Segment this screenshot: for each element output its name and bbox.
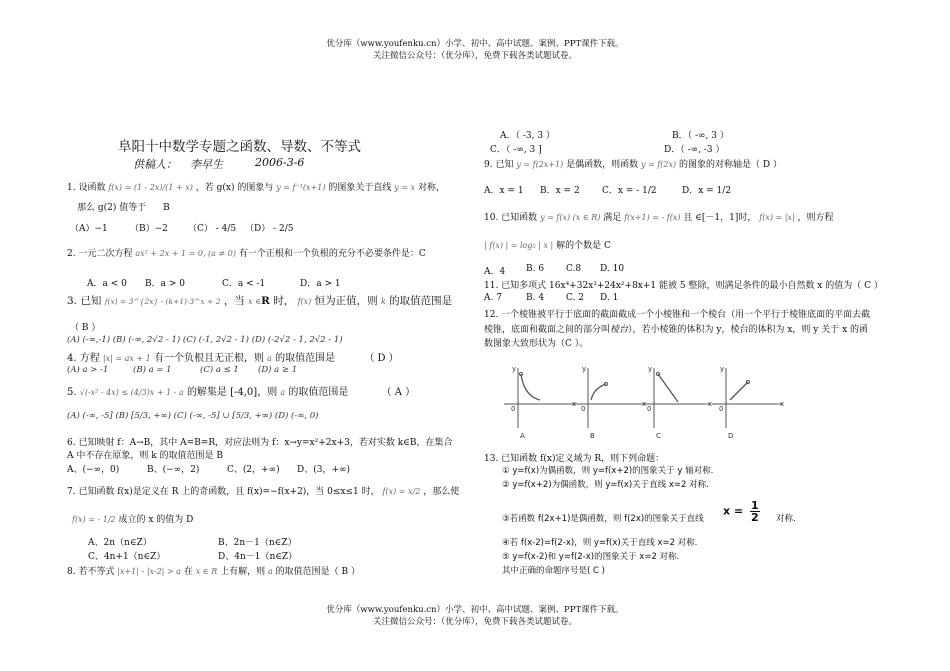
q10b-formula: | f(x) | = log₅ | x |: [484, 241, 554, 250]
q8-x: x ∈ R: [195, 567, 218, 576]
q2-option-d: D．a > 1: [300, 279, 341, 289]
q7-option-b: B、2n－1（n∈Z）: [218, 538, 297, 548]
graph-a-curve: [521, 374, 540, 400]
q8-option-d: D．（ -∞, -3 ）: [664, 145, 725, 155]
q5-a: a: [280, 388, 286, 397]
q11-option-c: C. 2: [566, 293, 585, 303]
q1b-answer: B: [163, 203, 170, 213]
graph-c-origin: 0: [647, 405, 652, 413]
q10-line-b: [484, 238, 611, 251]
header-line-2: 关注微信公众号：（优分库），免费下载各类试题试卷。: [372, 51, 577, 61]
q6-line-a: 6. 已知映射 f：A→B，其中 A=B=R，对应法则为 f：x→y=x²+2x+3，若对实数 k∈B，在集合: [67, 438, 453, 448]
q12-text-b: 棱锥，底面和截面之间的部分叫: [484, 325, 611, 335]
q13-prop-3: ③若函数 f(2x+1)是偶函数，则 f(2x)的图象关于直线: [502, 514, 704, 524]
q10-option-c: C.8: [566, 264, 582, 274]
q4-text-d: 的取值范围是: [275, 353, 336, 364]
q3-text-c: 时，: [273, 295, 295, 307]
q13-prop-3-fraction: [723, 500, 760, 523]
header-line-1: 优分库（www.youfenku.cn）小学、初中、高中试题、案例、PPT课件下载。: [326, 39, 624, 49]
q3-x: x ∈: [248, 297, 262, 306]
q9-line: [484, 157, 782, 170]
q13-prop-5: ⑤ y=f(x-2)和 y=f(2-x)的图象关于 x=2 对称.: [502, 552, 680, 562]
q7-option-d: D、4n－1（n∈Z）: [218, 552, 298, 562]
q1-line: [67, 180, 445, 193]
footer-line-1: 优分库（www.youfenku.cn）小学、初中、高中试题、案例、PPT课件下载。: [326, 605, 624, 615]
q3-line: [67, 293, 452, 308]
q2-option-a: A．a < 0: [87, 279, 127, 289]
q10-option-b: B. 6: [526, 264, 545, 274]
q10-option-a: A．4: [484, 267, 506, 277]
q7-line-b: [72, 512, 193, 525]
q10-text-d: ∈[－1，1]时，: [695, 213, 757, 223]
q13-answer: 其中正确的命题序号是( C ): [502, 566, 605, 576]
q1-text-a: 1. 设函数: [67, 183, 106, 193]
q6-line-b: A 中不存在原象，则 k 的取值范围是 B: [67, 451, 224, 461]
q2-line: [67, 246, 426, 259]
q3-answer: （ B ）: [70, 323, 101, 333]
q4-formula: |x| = ax + 1: [102, 354, 151, 363]
q12-term: 棱台: [610, 325, 629, 335]
graph-c-y-label: y: [648, 365, 653, 373]
q5-text-d: 的取值范围是: [288, 387, 349, 398]
q9-text-c: 的图象的对称轴是（ D ）: [679, 160, 782, 170]
q12-line-c: 数图象大致形状为（C ）。: [484, 339, 589, 349]
q2-text-a: 2. 一元二次方程: [67, 249, 133, 259]
q1-text-e: 对称，: [417, 183, 445, 193]
q8-formula: |x+1| - |x-2| > a: [117, 567, 181, 576]
q8-option-b: B．（ -∞, 3 ）: [672, 131, 729, 141]
q4-a: a: [267, 354, 272, 363]
graph-b-origin: 0: [581, 405, 586, 413]
q7-formula: f(x) = x/2: [382, 487, 421, 496]
q7-option-a: A、2n（n∈Z）: [88, 538, 152, 548]
q9-option-b: B．x = 2: [540, 186, 580, 196]
q13-title: 13. 已知函数 f(x)定义域为 R，则下列命题：: [484, 454, 665, 464]
q7-text-b: ，那么使: [423, 487, 460, 497]
q1-option-d: （D） - 2/5: [245, 224, 294, 234]
q1-text-c: 的图象关于直线: [328, 183, 392, 193]
q3-text-b: ，当: [223, 295, 245, 307]
q7-option-c: C、4n+1（n∈Z）: [88, 552, 166, 562]
q3-fx: f(x): [297, 297, 312, 306]
q5-options: (A) (-∞, -5] (B) [5/3, +∞) (C) (-∞, -5] ∪ [5/3, +∞) (D) (-∞, 0): [67, 411, 319, 421]
q8-option-c: C．（ -∞, 3 ]: [490, 145, 542, 155]
footer-line-2: 关注微信公众号：（优分库），免费下载各类试题试卷。: [372, 617, 577, 627]
q10-text-c: 且: [683, 213, 693, 223]
q8-a: a: [268, 567, 273, 576]
q4-text-a: 4. 方程: [67, 353, 100, 364]
q12-text-d: ），若小棱锥的体积为 y，棱台的体积为 x，则 y 关于 x 的函: [628, 325, 869, 335]
graph-b-curve: [591, 384, 606, 400]
q10-text-e: ，则方程: [797, 213, 834, 223]
q9-formula-1: y = f(2x+1): [516, 160, 564, 169]
q4-option-b: (B) a = 1: [133, 365, 172, 375]
q10-text-b: 满足: [603, 213, 622, 223]
q13-fraction-x: x =: [723, 504, 744, 518]
q7-line: [67, 484, 459, 497]
author-name: 李早生: [190, 158, 223, 171]
graph-b-y-label: y: [582, 365, 587, 373]
q2-formula: ax² + 2x + 1 = 0, (a ≠ 0): [135, 249, 236, 258]
q9-option-a: A．x = 1: [484, 186, 524, 196]
graph-d-y-label: y: [720, 365, 725, 373]
q2-option-b: B．a > 0: [145, 279, 185, 289]
q4-answer: （ D ）: [364, 353, 399, 364]
q10-option-d: D. 10: [600, 264, 625, 274]
q10-formula-2: f(x+1) = - f(x): [624, 213, 681, 222]
q1-option-c: （C） - 4/5: [188, 224, 237, 234]
graph-d-origin: 0: [719, 405, 724, 413]
q12-line-b: [484, 322, 868, 335]
q2-option-c: C．a < -1: [222, 279, 266, 289]
q1-text-b: ，若 g(x) 的图象与: [195, 183, 274, 193]
q5-formula: √(-x² - 4x) ≤ (4/3)x + 1 - a: [79, 388, 184, 397]
q6-option-c: C、(2，+∞): [227, 465, 280, 475]
q13-prop-4: ④若 f(x-2)=f(2-x)，则 y=f(x)关于直线 x=2 对称.: [502, 538, 698, 548]
date: 2006-3-6: [255, 156, 305, 169]
q3-text-e: 的取值范围是: [389, 295, 453, 307]
q3-k: k: [380, 297, 386, 306]
q1-formula-f: f(x) = (1 - 2x)/(1 + x): [108, 183, 193, 192]
q2-text-b: 有一个正根和一个负根的充分不必要条件是：C: [238, 249, 426, 259]
q5-answer: （ A ）: [381, 387, 416, 398]
q3-options: (A) (-∞,-1) (B) (-∞, 2√2 - 1) (C) (-1, 2√2 - 1) (D) (-2√2 - 1, 2√2 - 1): [67, 335, 343, 345]
q11-option-a: A. 7: [484, 293, 502, 303]
q11-line: 11. 已知多项式 16x⁴+32x³+24x²+8x+1 能被 5 整除，则满足条件的最小自然数 x 的值为（ C ）: [484, 281, 883, 291]
q8-text-a: 8. 若不等式: [67, 567, 115, 577]
graph-c-line: [658, 374, 678, 402]
q7b-formula: f(x) = - 1/2: [72, 515, 116, 524]
q10-formula-3: f(x) = |x|: [759, 213, 795, 222]
graph-a-origin: 0: [511, 405, 516, 413]
q6-option-a: A、(−∞，0): [67, 465, 120, 475]
q13-prop-2: ② y=f(x+2)为偶函数，则 y=f(x)关于直线 x=2 对称.: [502, 480, 709, 490]
q8-text-e: 的取值范围是（ B ）: [275, 567, 361, 577]
q10-line: [484, 210, 834, 223]
q4-option-a: (A) a > -1: [67, 365, 109, 375]
q3-text-d: 恒为正值，则: [314, 295, 378, 307]
graph-b-x-label: x: [642, 400, 647, 408]
q10-text-a: 10. 已知函数: [484, 213, 538, 223]
q7b-text: 成立的 x 的值为 D: [118, 515, 194, 525]
graph-a-y-label: y: [512, 365, 517, 373]
q1b-text: 那么 g(2) 值等于: [77, 203, 147, 213]
q8-line: [67, 564, 360, 577]
q8-text-c: 上有解，则: [220, 567, 266, 577]
q9-option-d: D．x = 1/2: [682, 186, 732, 196]
author-label: 供稿人：: [133, 158, 177, 171]
q4-option-c: (C) a ≤ 1: [200, 365, 239, 375]
q9-formula-2: y = f(2x): [641, 160, 677, 169]
q8-option-a: A．（ -3, 3 ）: [500, 131, 555, 141]
q12-line-a: 12. 一个棱锥被平行于底面的截面截成一个小棱锥和一个棱台（用一个平行于棱锥底面的平面去截: [484, 310, 871, 320]
q3-formula: f(x) = 3^{2x} - (k+1)·3^x + 2: [104, 297, 221, 306]
q11-option-b: B. 4: [526, 293, 545, 303]
q4-text-b: 有一个负根且无正根，则: [153, 353, 264, 364]
q1-formula-g: y = f⁻¹(x+1): [276, 183, 326, 192]
q8-text-b: 在: [183, 567, 193, 577]
q1-line-b: [77, 200, 170, 213]
q5-line: [67, 383, 415, 398]
q10b-text: 解的个数是 C: [556, 241, 611, 251]
q1-option-a: （A）−1: [70, 224, 108, 234]
graph-a-x-label: x: [572, 400, 577, 408]
q13-fraction-numerator: 1: [751, 499, 759, 512]
graph-a-label: A: [520, 432, 525, 440]
q4-line: [67, 349, 399, 364]
q5-text-b: 的解集是 [-4,0]，则: [186, 387, 278, 398]
q11-option-d: D. 1: [600, 293, 619, 303]
graph-c-label: C: [656, 432, 661, 440]
q1-formula-yx: y = x: [394, 183, 416, 192]
q6-option-d: D、(3，+∞): [297, 465, 351, 475]
graph-d-line: [730, 382, 748, 400]
q3-text-a: 3. 已知: [67, 295, 102, 307]
q9-option-c: C．x = - 1/2: [602, 186, 657, 196]
q7-text-a: 7. 已知函数 f(x)是定义在 R 上的奇函数，且 f(x)=−f(x+2)，当 0≤x≤1 时，: [67, 487, 380, 497]
graph-d-x-label: x: [780, 400, 785, 408]
q13-fraction: [750, 500, 760, 523]
q5-text-a: 5.: [67, 387, 77, 398]
q3-r: R: [261, 295, 270, 307]
q10-formula-1: y = f(x) (x ∈ R): [540, 213, 601, 222]
q13-fraction-denominator: 2: [751, 511, 759, 524]
q13-prop-3-end: 对称.: [776, 514, 796, 524]
page-title: 阜阳十中数学专题之函数、导数、不等式: [118, 139, 361, 155]
graph-d-label: D: [728, 432, 734, 440]
q6-option-b: B、(−∞，2): [147, 465, 200, 475]
q9-text-a: 9. 已知: [484, 160, 514, 170]
graph-c-x-label: x: [708, 400, 713, 408]
q13-prop-1: ① y=f(x)为偶函数，则 y=f(x+2)的图象关于 y 轴对称.: [502, 466, 714, 476]
q1-option-b: （B）−2: [130, 224, 168, 234]
q4-option-d: (D) a ≥ 1: [258, 365, 298, 375]
q9-text-b: 是偶函数，则函数: [566, 160, 639, 170]
graph-b-label: B: [590, 432, 595, 440]
